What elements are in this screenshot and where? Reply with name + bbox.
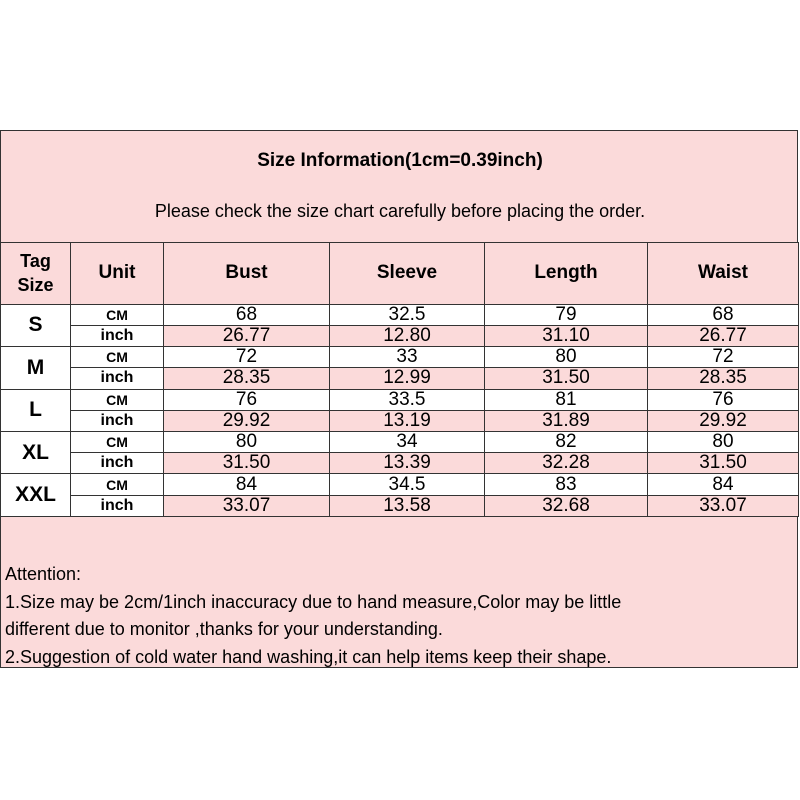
waist-cm-value: 80 — [648, 431, 799, 452]
bust-cm-value: 76 — [164, 389, 330, 410]
attention-line-2: different due to monitor ,thanks for your understanding. — [5, 619, 443, 639]
attention-notes — [5, 561, 795, 671]
length-cm-value: 79 — [485, 304, 648, 325]
bust-inch-value: 29.92 — [164, 410, 330, 431]
unit-inch-cell: inch — [71, 495, 164, 516]
size-tag-cell: S — [1, 304, 71, 346]
length-cm-value: 82 — [485, 431, 648, 452]
unit-cm-cell: CM — [71, 347, 164, 368]
size-tag-cell: XXL — [1, 474, 71, 517]
waist-inch-value: 26.77 — [648, 325, 799, 346]
length-cm-value: 81 — [485, 389, 648, 410]
sleeve-cm-value: 33.5 — [330, 389, 485, 410]
header-sleeve: Sleeve — [330, 243, 485, 305]
waist-cm-value: 68 — [648, 304, 799, 325]
table-row-inch — [1, 368, 799, 389]
chart-title: Size Information(1cm=0.39inch) — [257, 150, 543, 171]
waist-cm-value: 72 — [648, 347, 799, 368]
sleeve-inch-value: 12.99 — [330, 368, 485, 389]
sleeve-cm-value: 33 — [330, 347, 485, 368]
header-unit: Unit — [71, 243, 164, 305]
unit-cm-cell: CM — [71, 474, 164, 495]
table-row-cm — [1, 347, 799, 368]
unit-cm-cell: CM — [71, 389, 164, 410]
attention-line-1: 1.Size may be 2cm/1inch inaccuracy due to hand measure,Color may be little — [5, 591, 622, 612]
waist-inch-value: 29.92 — [648, 410, 799, 431]
sleeve-cm-value: 34.5 — [330, 474, 485, 495]
unit-inch-cell: inch — [71, 325, 164, 346]
size-tag-cell: M — [1, 347, 71, 389]
table-row-inch — [1, 325, 799, 346]
table-row-inch — [1, 410, 799, 431]
waist-cm-value: 84 — [648, 474, 799, 495]
waist-inch-value: 31.50 — [648, 453, 799, 474]
size-tag-cell: L — [1, 389, 71, 431]
bust-cm-value: 72 — [164, 347, 330, 368]
bust-inch-value: 33.07 — [164, 495, 330, 516]
header-tag-label: Tag — [20, 251, 51, 272]
unit-cm-cell: CM — [71, 304, 164, 325]
header-tag-size — [1, 243, 71, 305]
waist-inch-value: 33.07 — [648, 495, 799, 516]
waist-cm-value: 76 — [648, 389, 799, 410]
bust-inch-value: 28.35 — [164, 368, 330, 389]
table-row-cm — [1, 389, 799, 410]
header-size-label: Size — [17, 275, 54, 296]
sleeve-inch-value: 13.58 — [330, 495, 485, 516]
attention-heading: Attention: — [5, 564, 82, 584]
size-table — [0, 242, 799, 517]
table-row-cm — [1, 304, 799, 325]
unit-inch-cell: inch — [71, 453, 164, 474]
length-inch-value: 32.28 — [485, 453, 648, 474]
length-cm-value: 83 — [485, 474, 648, 495]
table-row-inch — [1, 495, 799, 516]
unit-inch-cell: inch — [71, 368, 164, 389]
chart-subtitle: Please check the size chart carefully before placing the order. — [154, 201, 646, 221]
table-row-cm — [1, 474, 799, 495]
attention-line-3: 2.Suggestion of cold water hand washing,it can help items keep their shape. — [5, 646, 612, 667]
bust-cm-value: 68 — [164, 304, 330, 325]
bust-cm-value: 84 — [164, 474, 330, 495]
header-length: Length — [485, 243, 648, 305]
table-row-cm — [1, 431, 799, 452]
bust-inch-value: 31.50 — [164, 453, 330, 474]
bust-inch-value: 26.77 — [164, 325, 330, 346]
unit-cm-cell: CM — [71, 431, 164, 452]
length-inch-value: 32.68 — [485, 495, 648, 516]
sleeve-inch-value: 13.39 — [330, 453, 485, 474]
waist-inch-value: 28.35 — [648, 368, 799, 389]
table-row-inch — [1, 453, 799, 474]
sleeve-inch-value: 13.19 — [330, 410, 485, 431]
length-cm-value: 80 — [485, 347, 648, 368]
bust-cm-value: 80 — [164, 431, 330, 452]
sleeve-cm-value: 32.5 — [330, 304, 485, 325]
length-inch-value: 31.50 — [485, 368, 648, 389]
sleeve-inch-value: 12.80 — [330, 325, 485, 346]
size-tag-cell: XL — [1, 431, 71, 473]
table-header-row — [1, 243, 799, 305]
header-waist: Waist — [648, 243, 799, 305]
length-inch-value: 31.89 — [485, 410, 648, 431]
length-inch-value: 31.10 — [485, 325, 648, 346]
header-bust: Bust — [164, 243, 330, 305]
unit-inch-cell: inch — [71, 410, 164, 431]
sleeve-cm-value: 34 — [330, 431, 485, 452]
